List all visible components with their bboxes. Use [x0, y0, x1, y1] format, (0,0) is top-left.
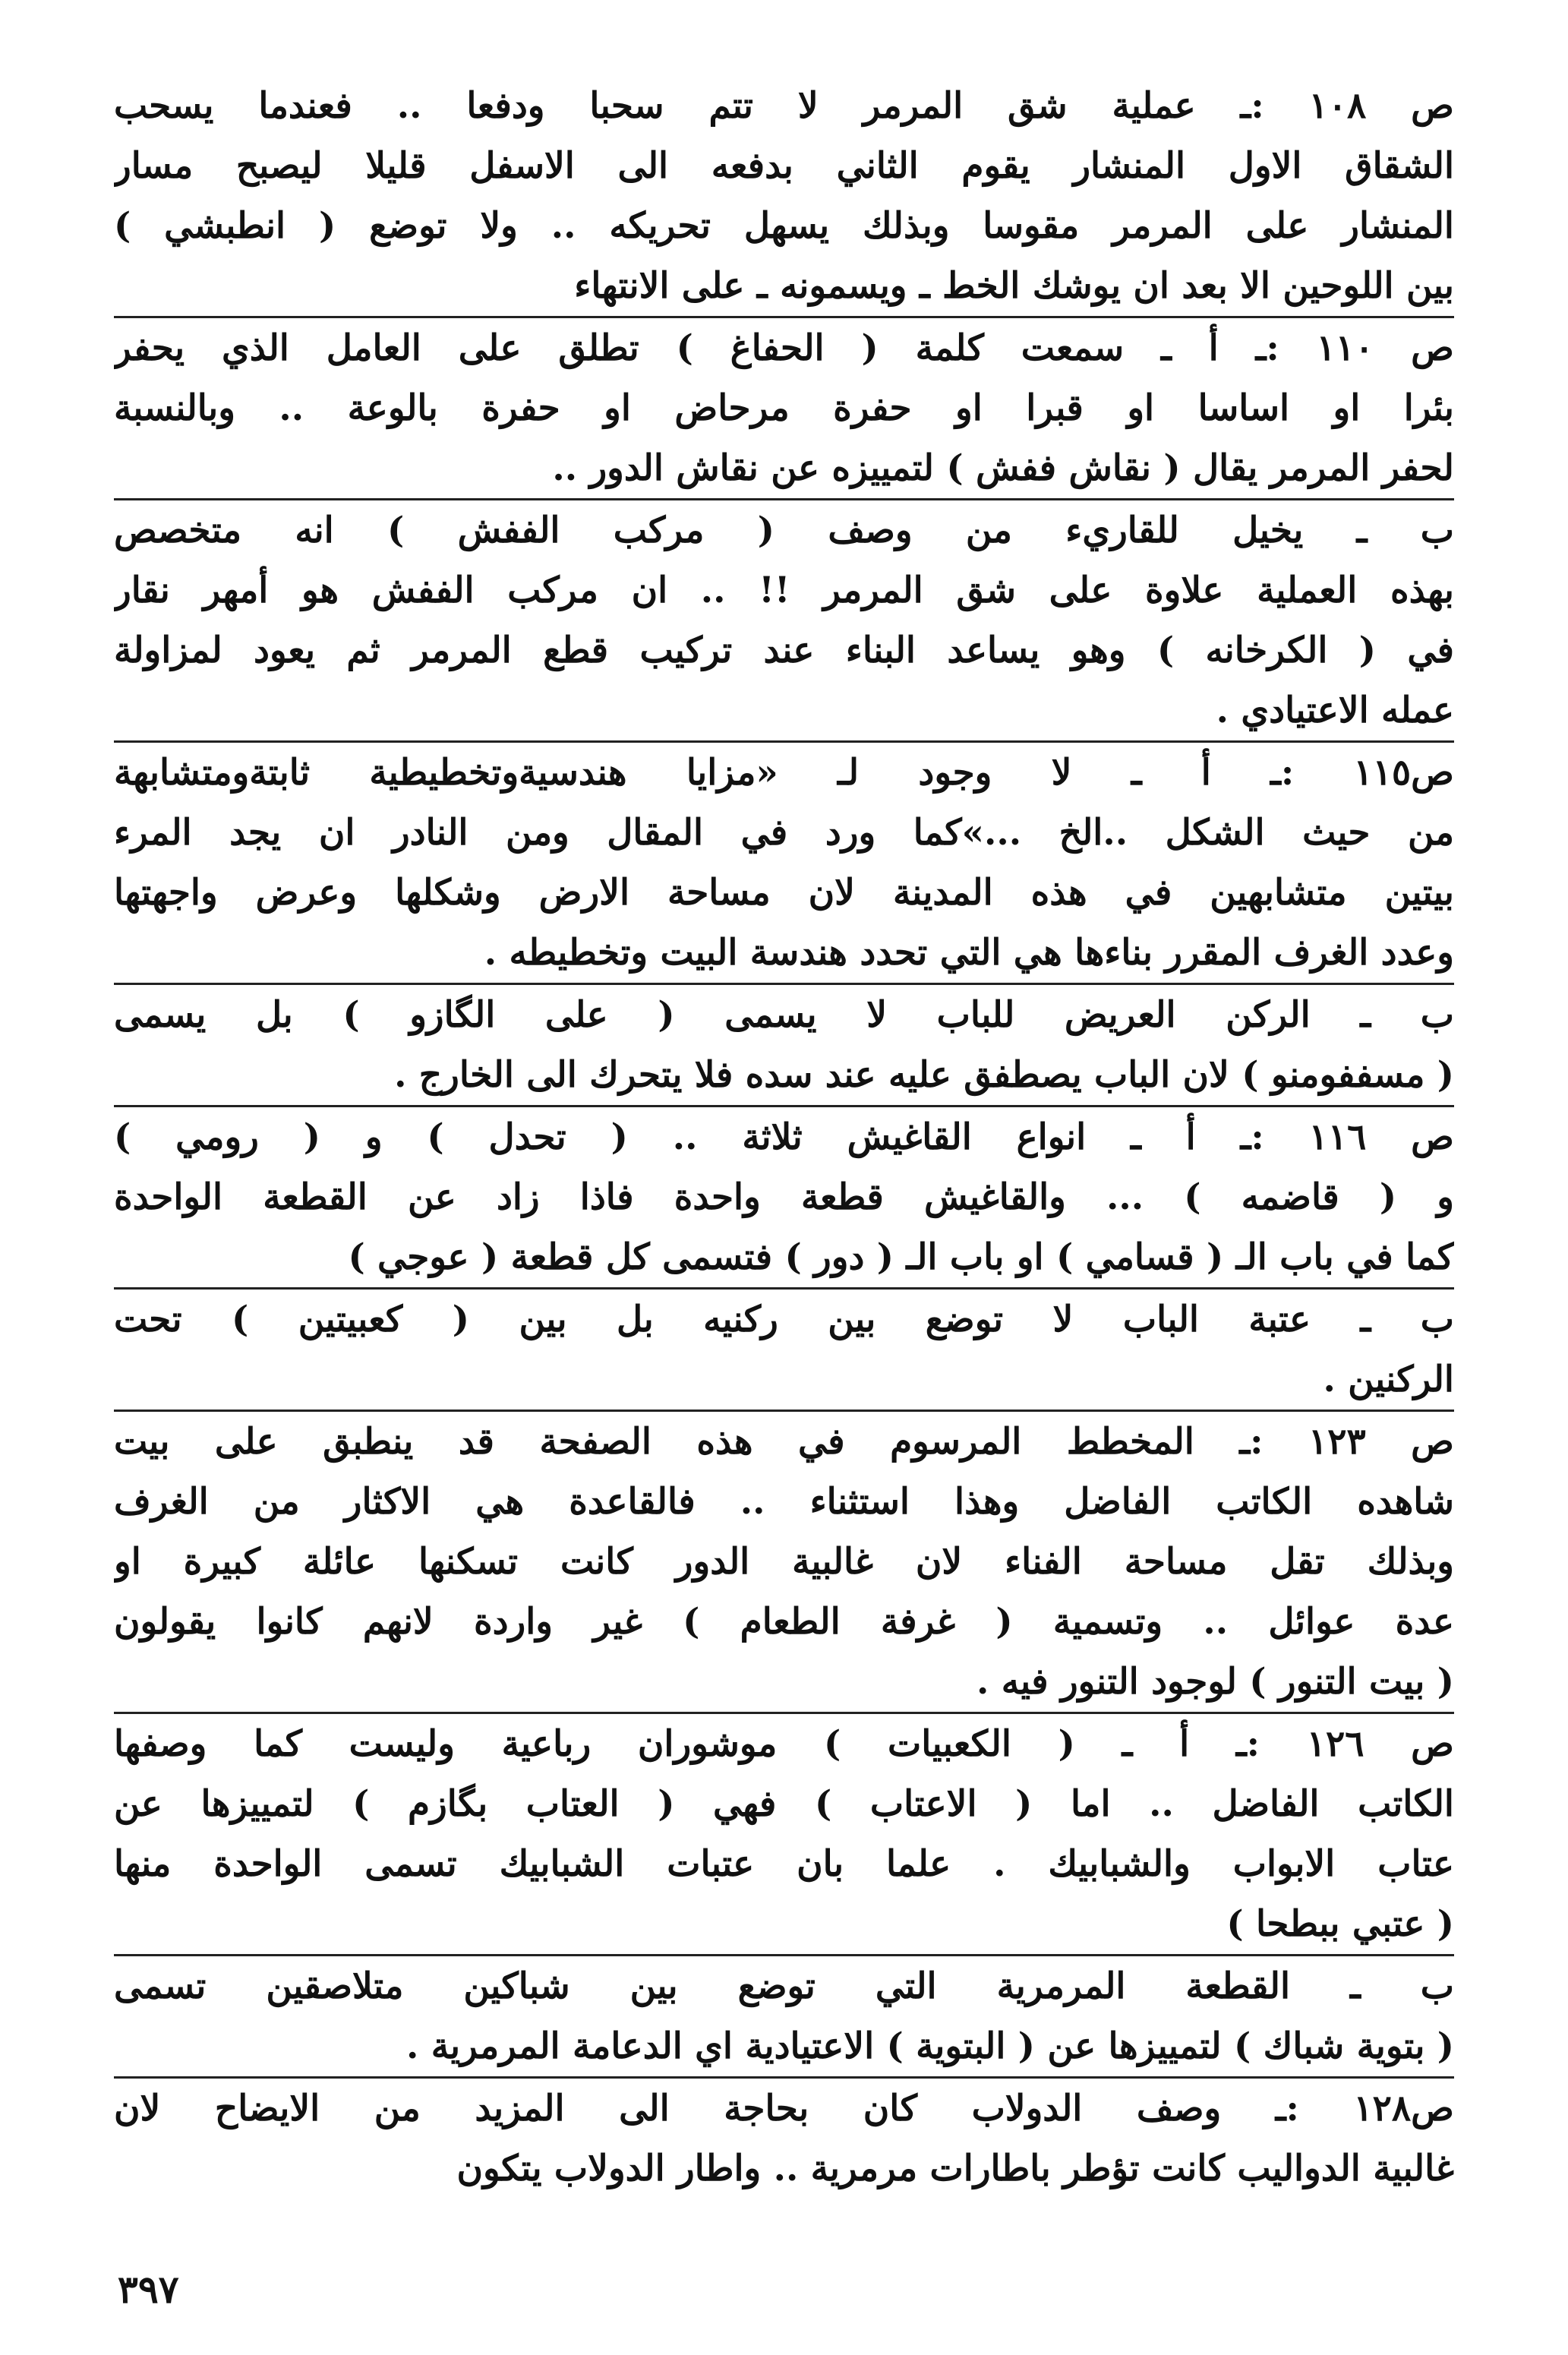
text-line: لحفر المرمر يقال ( نقاش ففش ) لتمييزه عن نقاش الدور .. — [552, 447, 1454, 489]
text-line: ب ـ الركن العريض للباب لا يسمى ( على الگازو ) بل يسمى — [114, 994, 1454, 1036]
text-section — [114, 1287, 1454, 1410]
book-page — [114, 76, 1454, 2278]
text-line: ب ـ القطعة المرمرية التي توضع بين شباكين متلاصقين تسمى — [114, 1965, 1454, 2007]
text-line: ص ١١٠ :ـ أ ـ سمعت كلمة ( الحفاغ ) تطلق على العامل الذي يحفر — [114, 327, 1454, 369]
text-line: ( مسففومنو ) لان الباب يصطفق عليه عند سده فلا يتحرك الى الخارج . — [394, 1054, 1454, 1096]
text-section — [114, 1410, 1454, 1712]
text-line: وعدد الغرف المقرر بناءها هي التي تحدد هندسة البيت وتخطيطه . — [484, 932, 1454, 974]
text-line: ( بتوية شباك ) لتمييزها عن ( البتوية ) الاعتيادية اي الدعامة المرمرية . — [406, 2025, 1454, 2067]
text-line: الشقاق الاول المنشار يقوم الثاني بدفعه الى الاسفل قليلا ليصبح مسار — [114, 145, 1454, 187]
text-line: ص ١٢٦ :ـ أ ـ ( الكعبيات ) موشوران رباعية وليست كما وصفها — [114, 1723, 1454, 1765]
text-line: ( عتبي ببطحا ) — [1226, 1903, 1454, 1945]
text-line: ( بيت التنور ) لوجود التنور فيه . — [976, 1661, 1454, 1703]
text-line: بيتين متشابهين في هذه المدينة لان مساحة الارض وشكلها وعرض واجهتها — [114, 872, 1454, 914]
text-line: المنشار على المرمر مقوسا وبذلك يسهل تحريكه .. ولا توضع ( انطبشي ) — [114, 205, 1454, 247]
text-line: بين اللوحين الا بعد ان يوشك الخط ـ ويسمونه ـ على الانتهاء — [574, 265, 1454, 307]
text-section — [114, 76, 1454, 316]
text-line: في ( الكرخانه ) وهو يساعد البناء عند تركيب قطع المرمر ثم يعود لمزاولة — [114, 630, 1454, 671]
text-line: ص١٢٨ :ـ وصف الدولاب كان بحاجة الى المزيد من الايضاح لان — [114, 2088, 1454, 2129]
text-line: ص ١٠٨ :ـ عملية شق المرمر لا تتم سحبا ودفعا .. فعندما يسحب — [114, 85, 1454, 127]
text-line: وبذلك تقل مساحة الفناء لان غالبية الدور كانت تسكنها عائلة كبيرة او — [114, 1541, 1454, 1583]
text-section — [114, 1105, 1454, 1287]
text-line: ب ـ يخيل للقاريء من وصف ( مركب الففش ) انه متخصص — [114, 510, 1454, 551]
text-line: عدة عوائل .. وتسمية ( غرفة الطعام ) غير واردة لانهم كانوا يقولون — [114, 1601, 1454, 1643]
text-section — [114, 498, 1454, 740]
text-line: و ( قاضمه ) ... والقاغيش قطعة واحدة فاذا زاد عن القطعة الواحدة — [114, 1176, 1454, 1218]
text-line: بهذه العملية علاوة على شق المرمر !! .. ان مركب الففش هو أمهر نقار — [114, 570, 1454, 611]
text-line: بئرا او اساسا او قبرا او حفرة مرحاض او حفرة بالوعة .. وبالنسبة — [114, 387, 1454, 429]
page-number: ٣٩٧ — [118, 2267, 179, 2312]
text-line: غالبية الدواليب كانت تؤطر باطارات مرمرية .. واطار الدولاب يتكون — [456, 2148, 1454, 2189]
text-line: ص١١٥ :ـ أ ـ لا وجود لـ «مزايا هندسيةوتخطيطية ثابتةومتشابهة — [114, 752, 1454, 794]
text-section — [114, 983, 1454, 1105]
text-section — [114, 316, 1454, 498]
text-line: عتاب الابواب والشبابيك . علما بان عتبات الشبابيك تسمى الواحدة منها — [114, 1843, 1454, 1885]
text-line: الركنين . — [1323, 1359, 1454, 1400]
text-section — [114, 740, 1454, 983]
text-line: ص ١١٦ :ـ أ ـ انواع القاغيش ثلاثة .. ( تحدل ) و ( رومي ) — [114, 1116, 1454, 1158]
text-section — [114, 1954, 1454, 2076]
text-line: ب ـ عتبة الباب لا توضع بين ركنيه بل بين ( كعبيتين ) تحت — [114, 1299, 1454, 1340]
text-line: عمله الاعتيادي . — [1216, 690, 1454, 731]
text-line: شاهده الكاتب الفاضل وهذا استثناء .. فالقاعدة هي الاكثار من الغرف — [114, 1481, 1454, 1523]
text-line: كما في باب الـ ( قسامي ) او باب الـ ( دور ) فتسمى كل قطعة ( عوجي ) — [348, 1236, 1454, 1278]
text-line: من حيث الشكل ..الخ ...»كما ورد في المقال ومن النادر ان يجد المرء — [114, 812, 1454, 854]
text-line: الكاتب الفاضل .. اما ( الاعتاب ) فهي ( العتاب بگازم ) لتمييزها عن — [114, 1783, 1454, 1825]
text-section — [114, 2076, 1454, 2199]
text-line: ص ١٢٣ :ـ المخطط المرسوم في هذه الصفحة قد ينطبق على بيت — [114, 1421, 1454, 1463]
text-section — [114, 1712, 1454, 1954]
